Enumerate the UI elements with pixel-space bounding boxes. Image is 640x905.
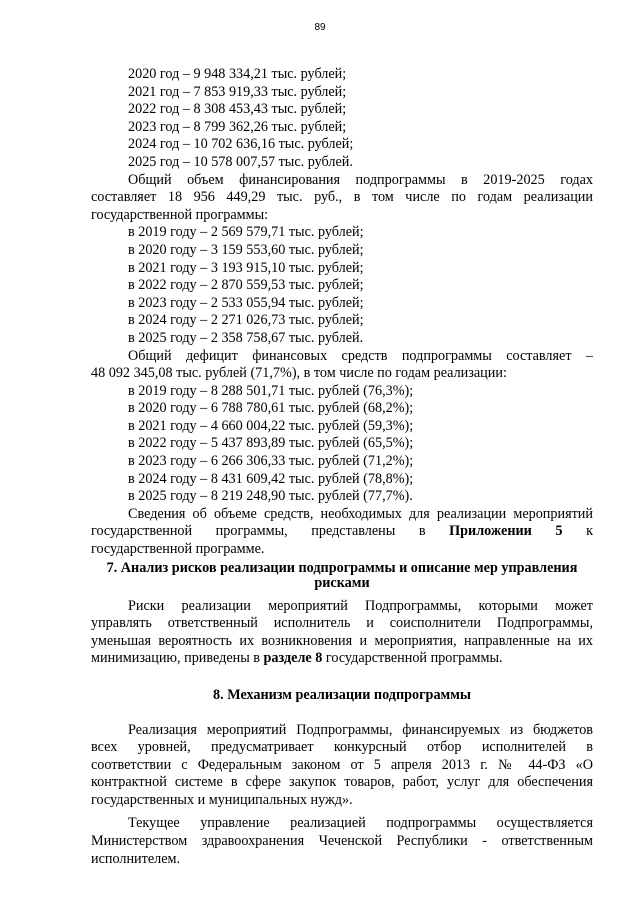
total-funding-paragraph [91,172,593,225]
paragraph-line: 48 092 345,08 тыс. рублей (71,7%), в том числе по годам реализации: [91,365,507,382]
paragraph-line: государственной программы: [91,206,269,223]
paragraph-line: управлять ответственный исполнитель и соисполнители Подпрограммы, [91,615,593,632]
paragraph-line: составляет 18 956 449,29 тыс. руб., в том числе по годам реализации [91,189,593,206]
deficit-by-year-list [91,383,593,506]
list-item: 2025 год – 10 578 007,57 тыс. рублей. [128,153,353,170]
text-segment: государственной программы, представлены в [91,523,426,540]
list-item: в 2024 году – 8 431 609,42 тыс. рублей (78,8%); [128,470,414,487]
section-8-heading: 8. Механизм реализации подпрограммы [213,687,471,703]
list-item: в 2023 году – 6 266 306,33 тыс. рублей (71,2%); [128,453,414,470]
document-body [91,66,593,868]
paragraph-line [91,650,593,668]
paragraph-line: всех уровней, предусматривает конкурсный отбор исполнителей в [91,739,593,756]
appendix-reference: Приложении 5 [449,523,563,540]
section-7-heading [91,561,593,592]
paragraph-line: Реализация мероприятий Подпрограммы, финансируемых из бюджетов [128,721,593,738]
paragraph-line: исполнителем. [91,850,181,867]
text-segment: к [586,523,593,540]
funding-list [91,66,593,172]
paragraph-line: Текущее управление реализацией подпрограммы осуществляется [128,815,593,832]
section-8-paragraph-1 [91,722,593,810]
paragraph-line: государственных и муниципальных нужд». [91,791,353,808]
deficit-paragraph [91,348,593,383]
heading-line: рисками [314,575,370,592]
list-item: в 2020 году – 3 159 553,60 тыс. рублей; [128,241,364,258]
list-item: 2020 год – 9 948 334,21 тыс. рублей; [128,66,347,82]
text-segment: минимизацию, приведены в [91,650,260,667]
paragraph-line: государственной программе. [91,541,265,558]
total-by-year-list [91,224,593,347]
section-7-paragraph [91,598,593,668]
list-item: в 2025 году – 8 219 248,90 тыс. рублей (77,7%). [128,488,413,505]
list-item: 2024 год – 10 702 636,16 тыс. рублей; [128,136,354,153]
paragraph-line: соответствии с Федеральным законом от 5 апреля 2013 г. № 44-ФЗ «О [91,756,593,773]
list-item: 2022 год – 8 308 453,43 тыс. рублей; [128,101,347,118]
paragraph-line: Общий объем финансирования подпрограммы в 2019-2025 годах [128,171,593,188]
paragraph-line: Риски реализации мероприятий Подпрограммы, которыми может [128,597,593,614]
paragraph-line: Общий дефицит финансовых средств подпрограммы составляет – [128,347,593,364]
section-8-paragraph-2 [91,815,593,868]
paragraph-line: Сведения об объеме средств, необходимых для реализации мероприятий [128,505,593,522]
list-item: 2023 год – 8 799 362,26 тыс. рублей; [128,118,347,135]
paragraph-line: контрактной системе в сфере закупок товаров, работ, услуг для обеспечения [91,774,593,791]
list-item: в 2020 году – 6 788 780,61 тыс. рублей (68,2%); [128,400,414,417]
list-item: в 2022 году – 2 870 559,53 тыс. рублей; [128,277,364,294]
text-segment: государственной программы. [325,650,503,667]
list-item: в 2021 году – 3 193 915,10 тыс. рублей; [128,259,364,276]
heading-line: 7. Анализ рисков реализации подпрограммы и описание мер управления [106,559,578,576]
list-item: в 2019 году – 2 569 579,71 тыс. рублей; [128,224,364,241]
list-item: в 2019 году – 8 288 501,71 тыс. рублей (76,3%); [128,382,414,399]
list-item: в 2023 году – 2 533 055,94 тыс. рублей; [128,294,364,311]
appendix-reference-paragraph [91,506,593,559]
section-reference: разделе 8 [263,650,323,667]
paragraph-line: Министерством здравоохранения Чеченской Республики - ответственным [91,833,593,850]
paragraph-line [91,523,593,541]
page-number: 89 [314,22,326,33]
list-item: в 2025 году – 2 358 758,67 тыс. рублей. [128,329,364,346]
list-item: в 2024 году – 2 271 026,73 тыс. рублей; [128,312,364,329]
list-item: в 2022 году – 5 437 893,89 тыс. рублей (65,5%); [128,435,414,452]
list-item: в 2021 году – 4 660 004,22 тыс. рублей (59,3%); [128,417,414,434]
list-item: 2021 год – 7 853 919,33 тыс. рублей; [128,83,347,100]
paragraph-line: уменьшая вероятность их возникновения и мероприятия, направленные на их [91,632,593,649]
